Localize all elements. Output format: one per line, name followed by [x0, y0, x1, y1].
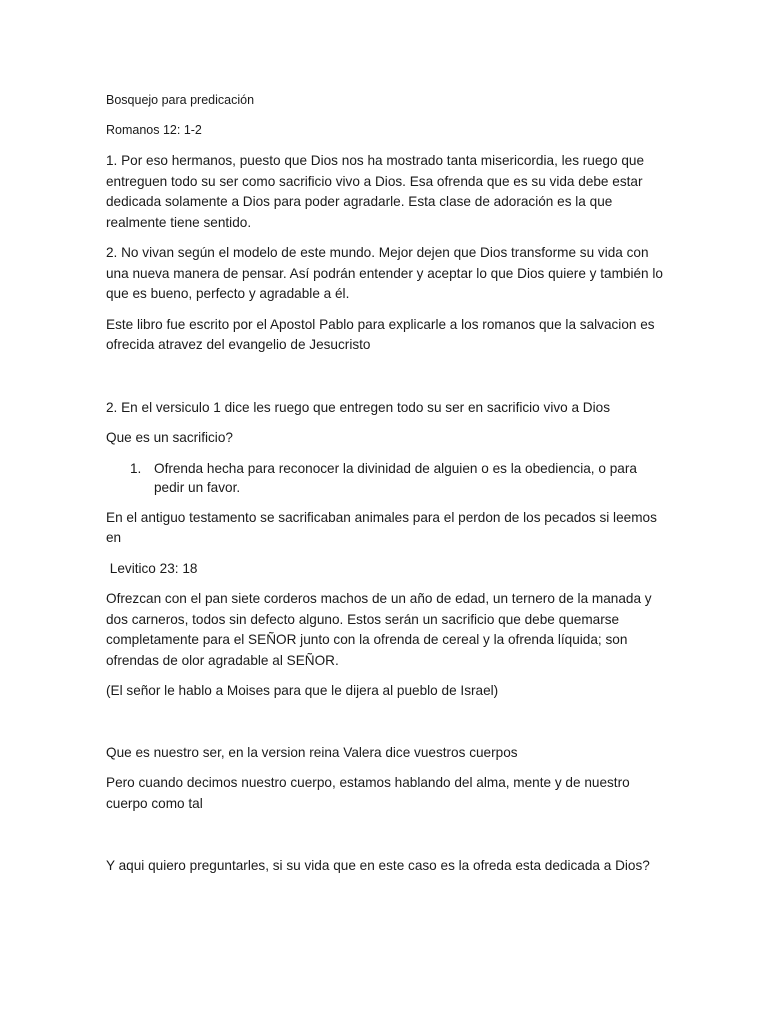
document-page — [106, 91, 666, 877]
note-paragraph: (El señor le hablo a Moises para que le dijera al pueblo de Israel) — [106, 683, 499, 698]
leviticus-reference: Levitico 23: 18 — [106, 560, 198, 576]
final-question-paragraph: Y aqui quiero preguntarles, si su vida que en este caso es la ofreda esta dedicada a Dios? — [106, 858, 650, 873]
document-title: Bosquejo para predicación — [106, 93, 255, 107]
intro-paragraph: Este libro fue escrito por el Apostol Pablo para explicarle a los romanos que la salvacion es ofrecida atravez del evangelio de Jesucristo — [106, 316, 655, 352]
our-being-paragraph: Que es nuestro ser, en la version reina Valera dice vuestros cuerpos — [106, 744, 518, 760]
body-paragraph: Pero cuando decimos nuestro cuerpo, estamos hablando del alma, mente y de nuestro cuerpo como tal — [106, 775, 630, 811]
scripture-reference: Romanos 12: 1-2 — [106, 123, 202, 137]
list-item — [106, 459, 666, 498]
question-paragraph: Que es un sacrificio? — [106, 430, 233, 445]
list-number: 1. — [130, 460, 142, 476]
verse-1-paragraph: 1. Por eso hermanos, puesto que Dios nos ha mostrado tanta misericordia, les ruego que entreguen todo su ser como sacrificio vivo a Dios. Esa ofrenda que es su vida debe estar dedicada solamente a Dios para poder agradarle. Esta clase de adoración es la que realmente tiene sentido. — [106, 153, 645, 230]
verse-2-paragraph: 2. No vivan según el modelo de este mundo. Mejor dejen que Dios transforme su vida con una nueva manera de pensar. Así podrán entender y aceptar lo que Dios quiere y también lo que es bueno, perfecto y agradable a él. — [106, 245, 663, 301]
point-2-paragraph: 2. En el versiculo 1 dice les ruego que entregen todo su ser en sacrificio vivo a Dios — [106, 399, 610, 415]
list-text: Ofrenda hecha para reconocer la divinidad de alguien o es la obediencia, o para pedir un favor. — [154, 460, 637, 495]
leviticus-paragraph: Ofrezcan con el pan siete corderos machos de un año de edad, un ternero de la manada y dos carneros, todos sin defecto alguno. Estos serán un sacrificio que debe quemarse completamente para el SEÑOR junto con la ofrenda de cereal y la ofrenda líquida; son ofrendas de olor agradable al SEÑOR. — [106, 591, 652, 668]
old-testament-paragraph: En el antiguo testamento se sacrificaban animales para el perdon de los pecados si leemos en — [106, 509, 657, 545]
